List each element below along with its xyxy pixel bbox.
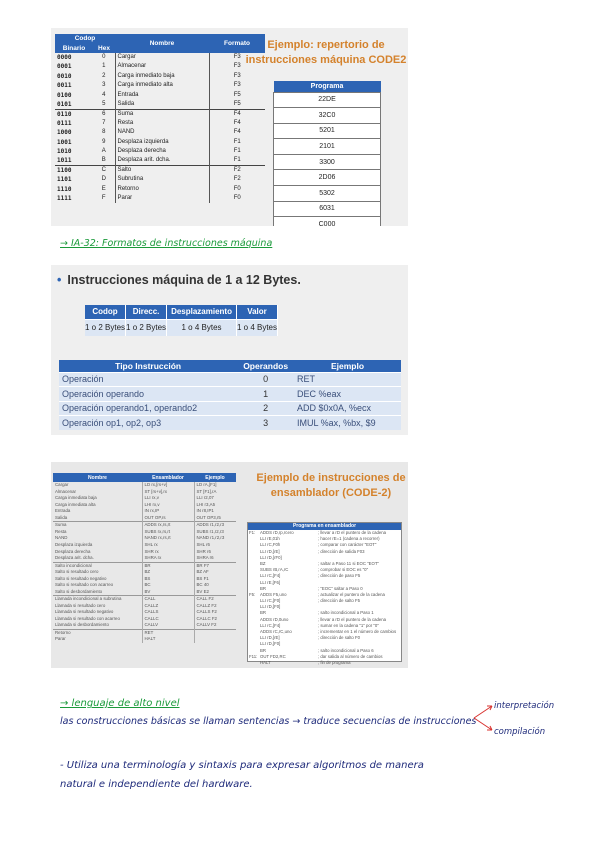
asm-comment: ; dirección de salida F03 <box>318 548 365 554</box>
cell-binary: 0011 <box>57 82 72 90</box>
cell-nombre: NAND <box>55 535 68 541</box>
asm-label <box>248 660 260 666</box>
table-row <box>53 529 236 536</box>
cell-tipo: Operación operando1, operando2 <box>59 401 237 416</box>
cell-hex: 8 <box>102 129 106 136</box>
cell-nombre: Salto si resultado con acarreo <box>55 582 114 588</box>
cell-ensamblador: CALLZ <box>142 603 194 610</box>
cell-binary: 1011 <box>57 157 72 165</box>
cell-ejemplo: DEC %eax <box>294 387 401 402</box>
table-row <box>53 609 236 616</box>
cell-binary: 0101 <box>57 100 72 108</box>
cell-nombre: Cargar <box>55 482 69 488</box>
cell-ejemplo: LD rA,[F1] <box>194 482 236 489</box>
slide1-title: Ejemplo: repertorio de instrucciones máquina CODE2 <box>245 39 407 66</box>
cell-ensamblador: CALLV <box>142 622 194 629</box>
program-word: 2D06 <box>274 170 381 186</box>
table-row <box>55 119 265 128</box>
program-word: 5201 <box>274 123 381 139</box>
table-row <box>55 109 265 119</box>
cell-ensamblador: OUT OP,rs <box>142 515 194 522</box>
asm-header: Ejemplo <box>205 474 225 481</box>
table-row <box>55 138 265 147</box>
asm-comment: ; comprobar si EOC es "0" <box>318 567 369 573</box>
asm-comment: ; llevar a rD el puntero de la cadena <box>318 530 387 535</box>
note-hardware: natural e independiente del hardware. <box>60 779 253 790</box>
cell-operandos: 0 <box>237 372 294 387</box>
cell-ejemplo: CALLS F2 <box>194 609 236 616</box>
table-row <box>53 495 236 502</box>
asm-comment: ; hacer rE=1 (cadena a recorrer) <box>318 536 380 542</box>
cell-nombre: Salida <box>55 514 68 520</box>
asm-instruction: LLI rD,[F0] <box>260 604 281 610</box>
table-row <box>55 194 265 203</box>
asm-instruction: SUBS rB,rA,rC <box>260 567 289 573</box>
program-word: 32C0 <box>274 108 381 124</box>
cell-nombre: Llamada si resultado cero <box>55 602 106 608</box>
type-header: Operandos <box>243 360 289 371</box>
asm-instruction: LLI rE,01h <box>260 536 280 542</box>
asm-instruction: LLI rC,[F4] <box>260 622 281 628</box>
cell-ensamblador: BS <box>142 576 194 583</box>
program-row <box>274 154 381 170</box>
cell-ejemplo: LHI r3,A5 <box>194 502 236 509</box>
cell-ensamblador: ADDS rx,rs,rt <box>142 522 194 529</box>
cell-nombre: Salto si resultado negativo <box>55 575 107 581</box>
slide-code2-repertoire <box>51 28 408 226</box>
asm-instruction: LLI rD,[rE] <box>260 635 280 641</box>
cell-format: F2 <box>233 176 241 183</box>
program-row <box>274 123 381 139</box>
cell-nombre: Entrada <box>55 508 71 514</box>
cell-format: F5 <box>233 100 241 107</box>
branch-arrows-icon <box>472 700 496 736</box>
cell-ejemplo: OUT OP3,r5 <box>194 515 236 522</box>
cell-ejemplo: RET <box>294 372 401 387</box>
program-word: 22DE <box>274 92 381 108</box>
cell-binary: 1010 <box>57 148 72 156</box>
cell-operandos: 1 <box>237 387 294 402</box>
cell-binary: 1100 <box>55 166 93 176</box>
header-nombre: Nombre <box>149 39 175 47</box>
table-row <box>55 53 265 62</box>
cell-format: F0 <box>233 185 241 192</box>
cell-ejemplo: NAND r1,r2,r3 <box>194 535 236 542</box>
cell-ensamblador: BZ <box>142 569 194 576</box>
cell-nombre: Salto si resultado cero <box>55 569 99 575</box>
program-word: 5302 <box>274 186 381 202</box>
cell-ensamblador: SUBS rx,rs,rt <box>142 529 194 536</box>
table-row <box>53 596 236 603</box>
cell-tipo: Operación op1, op2, op3 <box>59 416 237 431</box>
cell-format: F3 <box>233 72 241 79</box>
table-row <box>53 603 236 610</box>
cell-hex: D <box>101 176 106 183</box>
cell-ensamblador: CALL <box>142 596 194 603</box>
program-word: 6031 <box>274 201 381 217</box>
header-codop: Codop <box>74 35 96 43</box>
cell-ejemplo: LLI r2,07 <box>194 495 236 502</box>
table-row <box>53 622 236 629</box>
cell-name: Almacenar <box>115 62 209 71</box>
cell-ensamblador: NAND rx,rs,rt <box>142 535 194 542</box>
cell-ejemplo: ADD $0x0A, %ecx <box>294 401 401 416</box>
table-row <box>55 185 265 194</box>
cell-ejemplo: SHL r6 <box>194 542 236 549</box>
program-row <box>274 108 381 124</box>
asm-instruction: LLI rD,[F0] <box>260 641 281 647</box>
asm-comment: ; "EOC" saltar a Paso 0 <box>318 585 363 591</box>
cell-binary: 0110 <box>55 109 93 119</box>
asm-instruction: HALT <box>260 659 271 665</box>
program-word: 3300 <box>274 154 381 170</box>
header-hex: Hex <box>98 44 110 52</box>
assembler-program-header: Programa en ensamblador <box>248 523 401 530</box>
asm-instruction: LLI rE,[F6] <box>260 579 281 585</box>
cell-format: F5 <box>233 91 241 98</box>
cell-operandos: 2 <box>237 401 294 416</box>
cell-nombre: Llamada si resultado con acarreo <box>55 615 120 621</box>
cell-nombre: Resta <box>55 528 67 534</box>
table-row <box>59 416 401 431</box>
cell-hex: 9 <box>102 138 106 145</box>
bullet-text: Instrucciones máquina de 1 a 12 Bytes. <box>67 273 301 287</box>
cell-ensamblador: BV <box>142 589 194 596</box>
field-header: Codop <box>85 305 126 319</box>
cell-format: F1 <box>233 157 241 164</box>
asm-header: Nombre <box>88 474 107 481</box>
cell-format: F3 <box>233 63 241 70</box>
cell-ejemplo: BV E2 <box>194 589 236 596</box>
slide-ia32-formats <box>51 265 408 435</box>
asm-instruction: ADDS F5,uno <box>260 591 287 597</box>
note-terminology: - Utiliza una terminología y sintaxis para expresar algoritmos de manera <box>60 760 424 771</box>
asm-label: F11: <box>249 653 258 659</box>
cell-name: Resta <box>115 119 209 128</box>
cell-operandos: 3 <box>237 416 294 431</box>
asm-instruction: LLI rD,[rF0] <box>260 554 282 560</box>
note-compilation: compilación <box>494 727 546 737</box>
asm-comment: ; dirección de salto F5 <box>318 598 361 604</box>
cell-hex: 1 <box>102 63 106 70</box>
cell-ensamblador: BC <box>142 582 194 589</box>
cell-name: Desplaza arit. dcha. <box>115 156 209 166</box>
table-row <box>59 401 401 416</box>
field-header: Valor <box>236 305 277 319</box>
instruction-types-table <box>59 360 401 430</box>
table-row <box>53 515 236 522</box>
cell-ensamblador: LHI rx,v <box>142 502 194 509</box>
cell-ejemplo: CALLC F2 <box>194 616 236 623</box>
field-value: 1 o 2 Bytes <box>126 319 167 336</box>
cell-ensamblador: IN rx,IP <box>142 508 194 515</box>
cell-name: Salto <box>115 166 209 176</box>
program-table <box>273 81 381 226</box>
table-row <box>53 489 236 496</box>
header-formato: Formato <box>224 39 250 47</box>
cell-ejemplo: ST [F1],rA <box>194 489 236 496</box>
asm-label: F1: <box>249 530 256 535</box>
cell-ensamblador: SHR rx <box>142 549 194 556</box>
program-row <box>274 139 381 155</box>
table-row <box>53 549 236 556</box>
cell-ensamblador: CALLC <box>142 616 194 623</box>
table-row <box>55 147 265 156</box>
asm-comment: ; salto incondicional a Paso 6 <box>318 647 374 653</box>
note-sentences: las construcciones básicas se llaman sentencias → traduce secuencias de instrucciones <box>60 716 477 727</box>
asm-comment: ; dar salida al número de cambios <box>318 653 383 659</box>
cell-hex: 2 <box>102 72 106 79</box>
cell-nombre: Desplaza izquierda <box>55 542 93 548</box>
field-value: 1 o 4 Bytes <box>167 319 237 336</box>
asm-comment: ; actualizar el puntero de la cadena <box>318 591 385 597</box>
cell-ejemplo: BZ AF <box>194 569 236 576</box>
cell-name: Parar <box>115 194 209 203</box>
table-row <box>53 636 236 643</box>
cell-nombre: Llamada si resultado negativo <box>55 609 114 615</box>
cell-nombre: Desplaza arit. dcha. <box>55 555 94 561</box>
asm-instruction: LLI rC,[F0] <box>260 598 281 604</box>
program-row <box>274 186 381 202</box>
asm-comment: ; fin de programa <box>318 659 351 665</box>
asm-label: F5: <box>249 591 256 597</box>
cell-ejemplo: SUBS r1,r2,r3 <box>194 529 236 536</box>
table-row <box>55 90 265 99</box>
cell-name: Subrutina <box>115 175 209 184</box>
cell-name: Entrada <box>115 90 209 99</box>
cell-name: Cargar <box>115 53 209 62</box>
cell-ejemplo: CALLV F2 <box>194 622 236 629</box>
cell-nombre: Carga inmediata alta <box>55 501 96 507</box>
table-row <box>55 62 265 71</box>
type-header: Ejemplo <box>330 360 365 371</box>
table-row <box>53 555 236 562</box>
note-interpretation: interpretación <box>494 701 555 711</box>
table-row <box>55 128 265 137</box>
cell-format: F2 <box>209 166 265 176</box>
cell-binary: 1000 <box>57 129 72 137</box>
cell-nombre: Llamada incondicional a subrutina <box>53 596 142 603</box>
table-row <box>59 387 401 402</box>
cell-tipo: Operación <box>59 372 237 387</box>
table-row <box>55 100 265 110</box>
table-row <box>59 372 401 387</box>
program-row <box>274 201 381 217</box>
cell-format: F3 <box>233 53 241 60</box>
cell-nombre: Llamada si desbordamiento <box>55 622 109 628</box>
table-row <box>55 81 265 90</box>
cell-binary: 0100 <box>57 91 72 99</box>
asm-comment: ; saltar a Paso 11 si EOC "EOT" <box>318 560 379 566</box>
table-row <box>53 582 236 589</box>
cell-nombre: Desplaza derecha <box>55 548 91 554</box>
asm-comment: ; dirección de paso F5 <box>318 573 361 579</box>
cell-ejemplo: IMUL %ax, %bx, $9 <box>294 416 401 431</box>
cell-ejemplo <box>194 636 236 643</box>
cell-ejemplo: BR F7 <box>194 562 236 569</box>
table-row <box>53 589 236 596</box>
cell-ensamblador: SHL rx <box>142 542 194 549</box>
cell-nombre: Parar <box>55 636 66 642</box>
asm-comment: ; salto incondicional a Paso 1 <box>318 610 374 616</box>
cell-name: Salida <box>115 100 209 110</box>
cell-tipo: Operación operando <box>59 387 237 402</box>
cell-ensamblador: LLI rx,v <box>142 495 194 502</box>
cell-format: F1 <box>233 138 241 145</box>
cell-binary: 0010 <box>57 72 72 80</box>
asm-instruction: ADDS rD,0uno <box>260 616 289 622</box>
cell-ensamblador: HALT <box>142 636 194 643</box>
asm-instruction: LLI rC,[F4] <box>260 573 281 579</box>
table-row <box>53 616 236 623</box>
asm-instruction: OUT FD2,RC <box>260 653 286 659</box>
cell-format: F4 <box>233 129 241 136</box>
table-row <box>53 569 236 576</box>
cell-ensamblador: SHRA rx <box>142 555 194 562</box>
field-header: Direcc. <box>126 305 167 319</box>
assembler-program <box>247 522 402 665</box>
cell-name: Carga inmediato baja <box>115 72 209 81</box>
asm-comment: ; comparar con carácter "EOT" <box>318 542 377 548</box>
cell-hex: 7 <box>102 119 106 126</box>
cell-hex: 6 <box>93 109 115 119</box>
table-row <box>53 482 236 489</box>
asm-comment: ; sumar en la cadena "1" por "0" <box>318 622 379 628</box>
header-binario: Binario <box>62 44 86 52</box>
cell-name: Desplaza derecha <box>115 147 209 156</box>
asm-header: Ensamblador <box>152 474 184 481</box>
table-row <box>53 508 236 515</box>
slide3-title: Ejemplo de instrucciones de ensamblador (CODE-2) <box>256 472 406 499</box>
cell-hex: 0 <box>102 53 106 60</box>
cell-format: F0 <box>233 195 241 202</box>
cell-ensamblador: CALLS <box>142 609 194 616</box>
table-row <box>55 156 265 166</box>
bullet-dot-icon: • <box>57 273 62 287</box>
table-row <box>53 542 236 549</box>
cell-ejemplo: CALL F2 <box>194 596 236 603</box>
cell-ejemplo: ADDS r1,r2,r3 <box>194 522 236 529</box>
cell-format: F4 <box>233 119 241 126</box>
cell-hex: F <box>101 195 106 202</box>
field-value: 1 o 2 Bytes <box>85 319 126 336</box>
cell-nombre: Suma <box>53 522 142 529</box>
program-row <box>274 92 381 108</box>
note-ia32-heading: → IA-32: Formatos de instrucciones máquina <box>60 238 273 249</box>
cell-hex: 5 <box>102 100 106 107</box>
table-row <box>53 522 236 529</box>
cell-hex: B <box>101 157 106 164</box>
table-row <box>55 175 265 184</box>
cell-format: F1 <box>233 148 241 155</box>
asm-comment: ; incrementar en 1 el número de cambios <box>318 629 397 634</box>
cell-format: F4 <box>209 109 265 119</box>
cell-ejemplo: SHR r6 <box>194 549 236 556</box>
asm-instruction: BR <box>260 610 266 616</box>
cell-binary: 1111 <box>57 195 72 203</box>
cell-hex: C <box>93 166 115 176</box>
cell-ejemplo: CALLZ F2 <box>194 603 236 610</box>
cell-format: F3 <box>233 82 241 89</box>
cell-binary: 0111 <box>57 119 72 127</box>
cell-ejemplo: SHRA r6 <box>194 555 236 562</box>
asm-instruction: LLI rC,F0h <box>260 542 281 548</box>
asm-instruction: BR <box>260 647 266 653</box>
cell-binary: 0000 <box>57 53 72 61</box>
cell-hex: 3 <box>102 82 106 89</box>
table-row <box>53 576 236 583</box>
program-row <box>274 217 381 226</box>
asm-instruction: BZ <box>260 560 266 566</box>
cell-ejemplo <box>194 629 236 636</box>
cell-ejemplo: BS F1 <box>194 576 236 583</box>
cell-ejemplo: IN r8,IP1 <box>194 508 236 515</box>
asm-comment: ; llevar a rD el puntero de la cadena <box>318 616 387 622</box>
type-header: Tipo Instrucción <box>115 360 182 371</box>
instruction-set-table <box>55 34 265 203</box>
cell-hex: 4 <box>102 91 106 98</box>
cell-nombre: Salto incondicional <box>53 562 142 569</box>
cell-hex: A <box>101 148 106 155</box>
program-word: C000 <box>274 217 381 226</box>
asm-line <box>248 660 401 666</box>
program-word: 2101 <box>274 139 381 155</box>
cell-nombre: Almacenar <box>55 488 76 494</box>
asm-instruction: ADDS rC,rC,uno <box>260 629 292 634</box>
cell-ensamblador: BR <box>142 562 194 569</box>
asm-comment: ; dirección de salto F0 <box>318 635 361 641</box>
cell-binary: 1101 <box>57 176 72 184</box>
cell-nombre: Retorno <box>53 629 142 636</box>
program-row <box>274 170 381 186</box>
asm-instruction: BR <box>260 585 266 591</box>
cell-name: Carga inmediato alta <box>115 81 209 90</box>
cell-binary: 0001 <box>57 63 72 71</box>
field-header: Desplazamiento <box>167 305 237 319</box>
note-high-level-heading: → lenguaje de alto nivel <box>60 698 180 709</box>
cell-ejemplo: BC 40 <box>194 582 236 589</box>
assembler-table <box>53 473 236 643</box>
cell-nombre: Salto si desbordamiento <box>55 588 103 594</box>
cell-hex: E <box>101 185 106 192</box>
cell-ensamblador: RET <box>142 629 194 636</box>
bullet-bytes <box>57 273 301 287</box>
table-row <box>55 72 265 81</box>
cell-name: Suma <box>115 109 209 119</box>
cell-ensamblador: ST [rs+v],rx <box>142 489 194 496</box>
cell-binary: 1110 <box>57 185 72 193</box>
fields-table <box>85 305 278 336</box>
cell-name: NAND <box>115 128 209 137</box>
slide-assembler-examples <box>51 462 408 668</box>
cell-name: Desplaza izquierda <box>115 138 209 147</box>
table-row <box>53 535 236 542</box>
cell-nombre: Carga inmediata baja <box>55 495 97 501</box>
asm-instruction: LLI rD,[rE] <box>260 548 280 554</box>
table-row <box>53 562 236 569</box>
field-value: 1 o 4 Bytes <box>236 319 277 336</box>
cell-binary: 1001 <box>57 138 72 146</box>
asm-instruction: ADDS rD,rp,rcero <box>260 530 294 535</box>
table-row <box>53 629 236 636</box>
program-header: Programa <box>310 82 344 90</box>
cell-ensamblador: LD rx,[rs+v] <box>142 482 194 489</box>
table-row <box>55 166 265 176</box>
cell-name: Retorno <box>115 185 209 194</box>
table-row <box>53 502 236 509</box>
